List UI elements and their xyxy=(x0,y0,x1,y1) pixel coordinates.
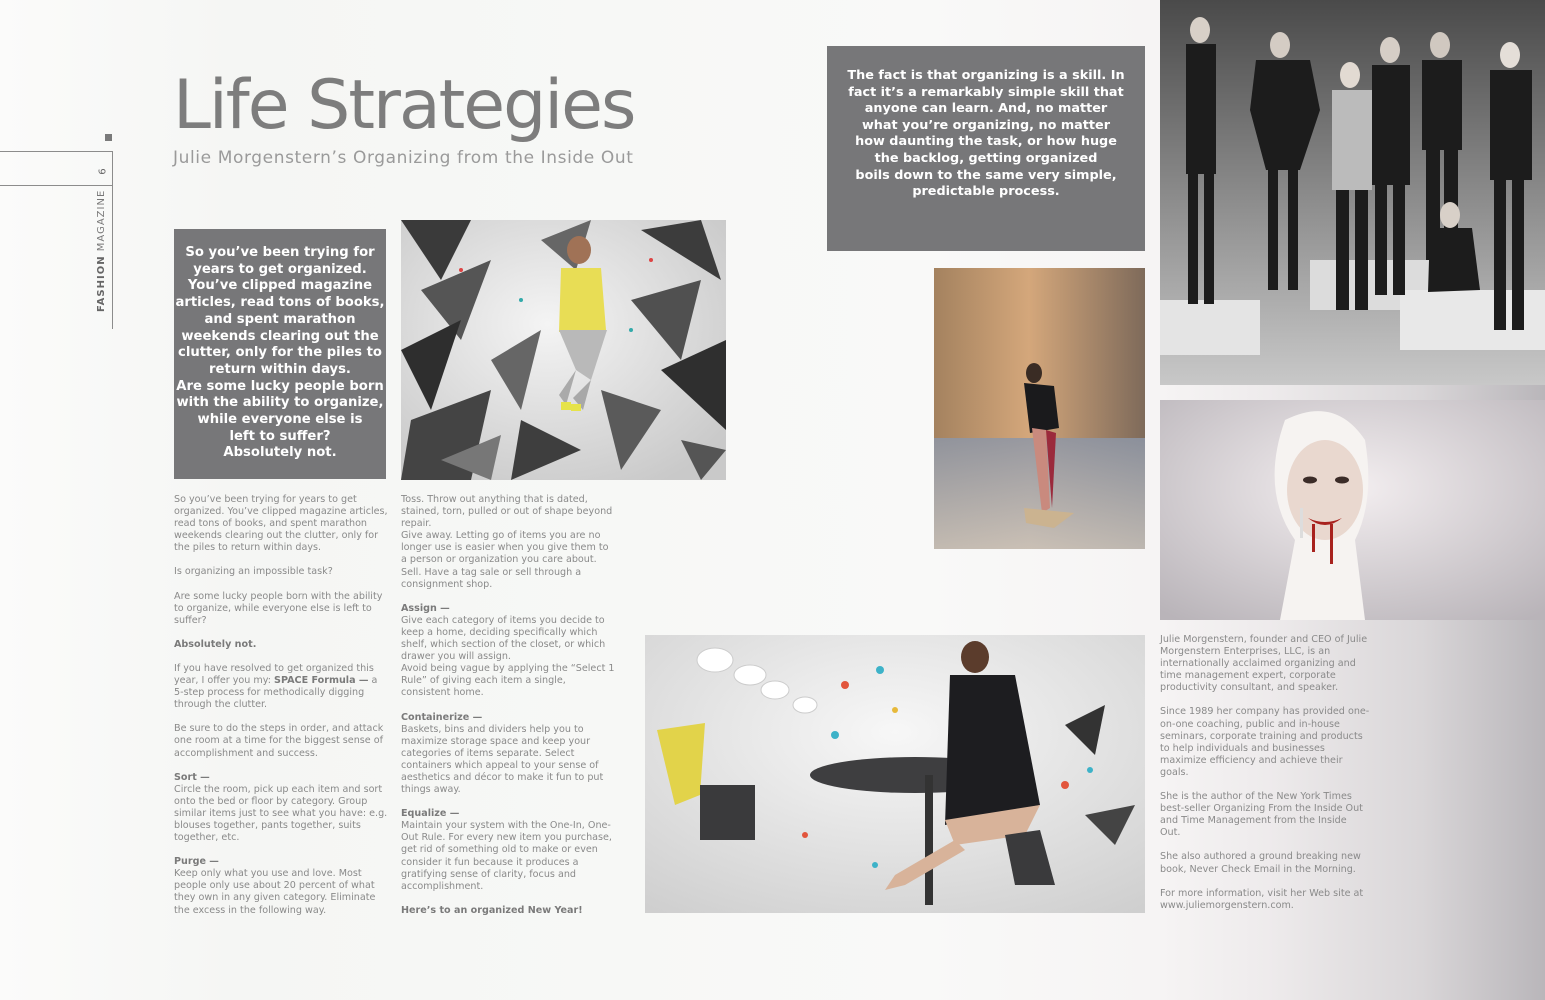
section-heading-purge: Purge — xyxy=(174,856,219,868)
body-paragraph: Give each category of items you decide to keep a home, deciding specifically which shelf, which section of the closet, or which drawer you will assign. xyxy=(401,614,606,663)
space-intro-text-end: a 5-step process for methodically digging through the clutter. xyxy=(174,675,378,711)
pull-quote-line: You’ve clipped magazine xyxy=(187,278,373,294)
body-paragraph: Toss. Throw out anything that is dated, stained, torn, pulled or out of shape beyond repair. xyxy=(401,494,613,530)
pull-quote-line: weekends clearing out the xyxy=(181,328,379,344)
pull-quote-line: So you’ve been trying for xyxy=(185,245,375,260)
body-paragraph xyxy=(174,663,388,711)
bio-paragraph: She also authored a ground breaking new book, Never Check Email in the Morning. xyxy=(1160,851,1361,875)
pull-quote-line: boils down to the same very simple, xyxy=(855,167,1117,183)
pull-quote-line: the backlog, getting organized xyxy=(874,150,1098,166)
body-paragraph: Keep only what you use and love. Most people only use about 20 percent of what they own in any given category. Eliminate the excess in the following way. xyxy=(174,868,376,916)
body-paragraph: Maintain your system with the One-In, One-Out Rule. For every new item you purchase, get rid of something old to make or even consider it fun because it produces a gratifying sense of clarity, focus and accomplishment. xyxy=(401,820,612,892)
magazine-side-label xyxy=(92,189,122,320)
bio-paragraph: Julie Morgenstern, founder and CEO of Julie Morgenstern Enterprises, LLC, is an internationally acclaimed organizing and time management expert, corporate productivity consultant, and speaker. xyxy=(1160,634,1368,694)
body-paragraph: Sell. Have a tag sale or sell through a consignment shop. xyxy=(401,566,582,590)
pull-quote-line: with the ability to organize, xyxy=(176,395,384,411)
photo-mannequin-face xyxy=(1160,400,1545,620)
section-heading-assign: Assign — xyxy=(401,602,450,614)
body-paragraph: Avoid being vague by applying the “Select 1 Rule” of giving each item a single, consistent home. xyxy=(401,663,615,699)
pull-quote-line: clutter, only for the piles to xyxy=(178,345,382,361)
pull-quote-line: Absolutely not. xyxy=(223,445,337,461)
body-emphasis: Absolutely not. xyxy=(174,638,257,650)
pull-quote-line: and spent marathon xyxy=(204,311,356,327)
page-number: 6 xyxy=(97,168,109,175)
body-paragraph: Be sure to do the steps in order, and attack one room at a time for the biggest sense of accomplishment and success. xyxy=(174,723,384,759)
side-rule-mid xyxy=(0,185,112,186)
magazine-brand: FASHION xyxy=(96,255,107,312)
space-formula-label: SPACE Formula — xyxy=(274,675,369,687)
photo-woman-tea-party xyxy=(645,635,1145,913)
body-paragraph: So you’ve been trying for years to get organized. You’ve clipped magazine articles, read tons of books, and spent marathon weekends clearing out the clutter, only for the piles to return within days. xyxy=(174,494,388,554)
pull-quote-line: return within days. xyxy=(209,361,351,377)
closing-line: Here’s to an organized New Year! xyxy=(401,904,583,916)
pull-quote-line: left to suffer? xyxy=(229,428,331,444)
body-paragraph: Are some lucky people born with the ability to organize, while everyone else is left to suffer? xyxy=(174,590,383,626)
pull-quote-line: anyone can learn. And, no matter xyxy=(864,101,1108,117)
pull-quote-line: predictable process. xyxy=(912,184,1060,200)
pull-quote-line: The fact is that organizing is a skill. In xyxy=(847,68,1125,83)
pull-quote-line: how daunting the task, or how huge xyxy=(855,134,1117,150)
section-heading-equalize: Equalize — xyxy=(401,808,460,820)
space-intro-text: If you have resolved to get organized this year, I offer you my: xyxy=(174,662,374,687)
pull-quote-right xyxy=(827,46,1145,251)
photo-woman-wall xyxy=(934,268,1145,549)
pull-quote-line: while everyone else is xyxy=(197,412,363,428)
magazine-section: MAGAZINE xyxy=(96,189,107,252)
photo-jumping-man xyxy=(401,220,726,480)
pull-quote-line: Are some lucky people born xyxy=(176,378,384,394)
body-paragraph: Is organizing an impossible task? xyxy=(174,566,333,578)
photo-models-group xyxy=(1160,0,1545,385)
pull-quote-left xyxy=(174,229,386,479)
author-bio xyxy=(1160,634,1370,924)
pull-quote-line: what you’re organizing, no matter xyxy=(861,117,1111,133)
section-heading-containerize: Containerize — xyxy=(401,711,483,723)
bio-paragraph: For more information, visit her Web site at www.juliemorgenstern.com. xyxy=(1160,887,1364,911)
bio-paragraph: Since 1989 her company has provided one-on-one coaching, public and in-house seminars, corporate training and products to help individuals and businesses maximize efficiency and achieve their goals. xyxy=(1160,706,1370,778)
body-paragraph: Baskets, bins and dividers help you to maximize storage space and keep your categories of items separate. Select containers which appeal to your sense of aesthetics and décor to make it fun to put things away. xyxy=(401,723,604,796)
bio-paragraph: She is the author of the New York Times best-seller Organizing From the Inside Out and Time Management from the Inside Out. xyxy=(1160,791,1363,839)
body-paragraph: Circle the room, pick up each item and sort onto the bed or floor by category. Group similar items just to see what you have: e.g. blouses together, pants together, suits together, etc. xyxy=(174,783,388,844)
pull-quote-line: years to get organized. xyxy=(193,261,367,277)
pull-quote-line: fact it’s a remarkably simple skill that xyxy=(848,84,1124,100)
body-paragraph: Give away. Letting go of items you are no longer use is easier when you give them to a person or organization you care about. xyxy=(401,530,609,566)
pull-quote-line: articles, read tons of books, xyxy=(175,295,385,311)
body-column-1 xyxy=(174,494,388,929)
article-title: Life Strategies xyxy=(173,66,635,145)
section-heading-sort: Sort — xyxy=(174,771,210,783)
article-subtitle: Julie Morgenstern’s Organizing from the Inside Out xyxy=(173,148,634,168)
body-column-2 xyxy=(401,494,615,929)
page-marker-square xyxy=(105,134,112,141)
side-rule-top xyxy=(0,151,112,152)
